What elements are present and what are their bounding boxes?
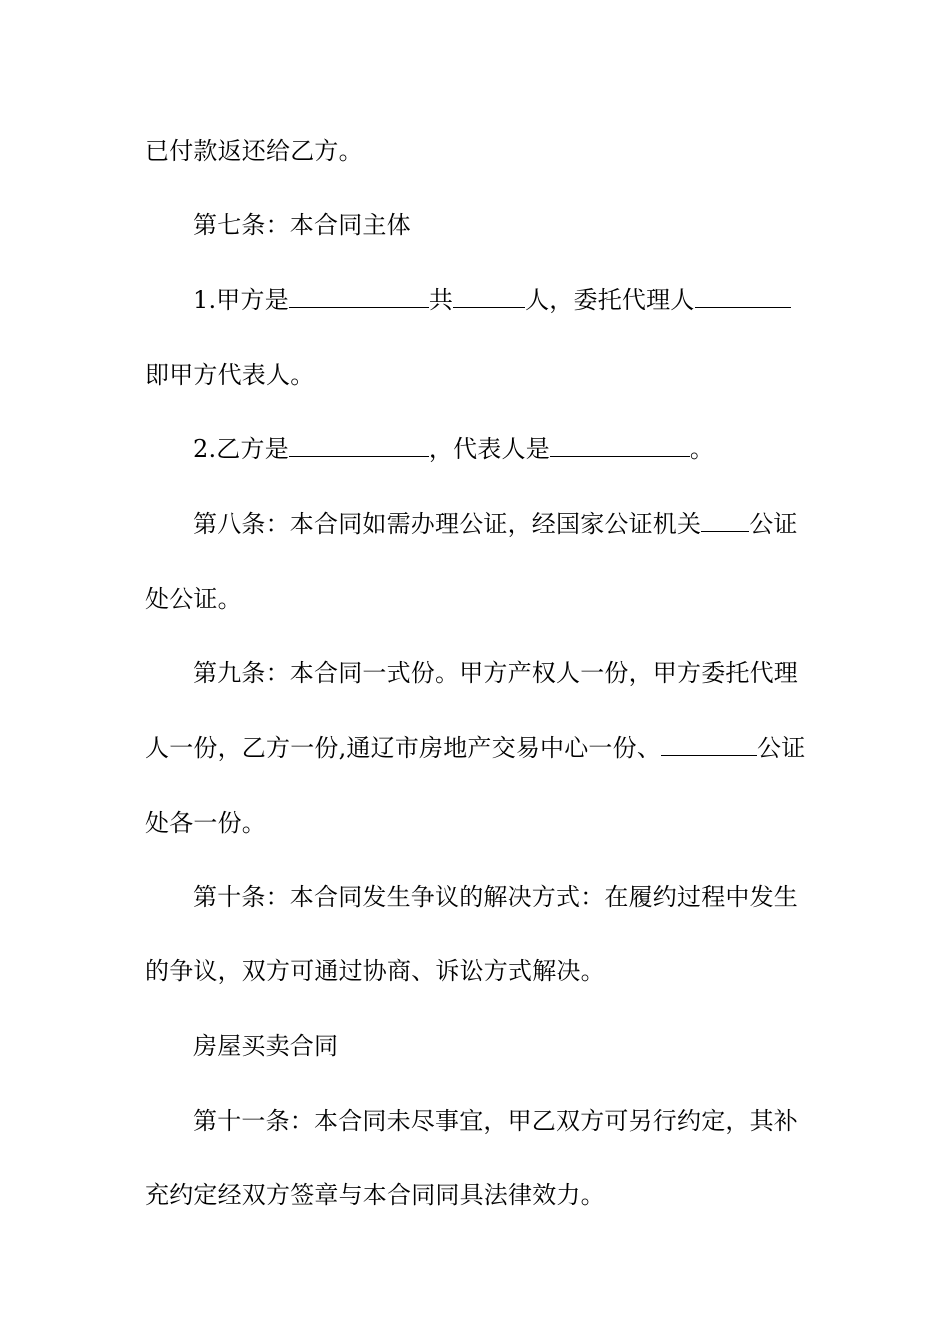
notary-office-blank	[701, 511, 749, 532]
item-1-mid2: 人，委托代理人	[525, 286, 695, 314]
item-2-mid: ，代表人是	[428, 435, 550, 463]
party-a-count-blank	[453, 287, 525, 308]
article-8-prefix: 第八条：本合同如需办理公证，经国家公证机关	[193, 510, 702, 538]
text-line-payment-return: 已付款返还给乙方。	[145, 137, 363, 165]
item-1-party-a	[193, 285, 810, 315]
article-11-line-1: 第十一条：本合同未尽事宜，甲乙双方可另行约定，其补	[193, 1107, 798, 1135]
party-b-rep-blank	[550, 436, 690, 457]
item-1-prefix: 1.甲方是	[193, 286, 289, 314]
article-10-line-2: 的争议，双方可通过协商、诉讼方式解决。	[145, 957, 605, 985]
text-line-representative: 即甲方代表人。	[145, 361, 315, 389]
article-11-line-2: 充约定经双方签章与本合同同具法律效力。	[145, 1181, 605, 1209]
article-9-line-3: 处各一份。	[145, 809, 266, 837]
article-9-line-2-prefix: 人一份，乙方一份,通辽市房地产交易中心一份、	[145, 734, 662, 762]
article-9-line-1: 第九条：本合同一式份。甲方产权人一份，甲方委托代理	[193, 659, 798, 687]
party-b-name-blank	[289, 436, 429, 457]
item-1-mid1: 共	[428, 286, 454, 314]
article-9-line-2	[145, 733, 810, 763]
article-10-line-1: 第十条：本合同发生争议的解决方式：在履约过程中发生	[193, 883, 798, 911]
article-8-suffix: 公证	[749, 510, 798, 538]
article-8	[193, 509, 810, 539]
text-line-notarization: 处公证。	[145, 585, 242, 613]
section-title-house-sale: 房屋买卖合同	[193, 1032, 339, 1060]
article-7-heading: 第七条：本合同主体	[193, 211, 411, 239]
article-9-line-2-suffix: 公证	[757, 734, 806, 762]
item-2-party-b	[193, 434, 810, 464]
party-a-name-blank	[289, 287, 429, 308]
item-2-prefix: 2.乙方是	[193, 435, 289, 463]
item-2-suffix: 。	[689, 435, 715, 463]
notary-copy-blank	[661, 735, 757, 756]
agent-name-blank	[695, 287, 791, 308]
